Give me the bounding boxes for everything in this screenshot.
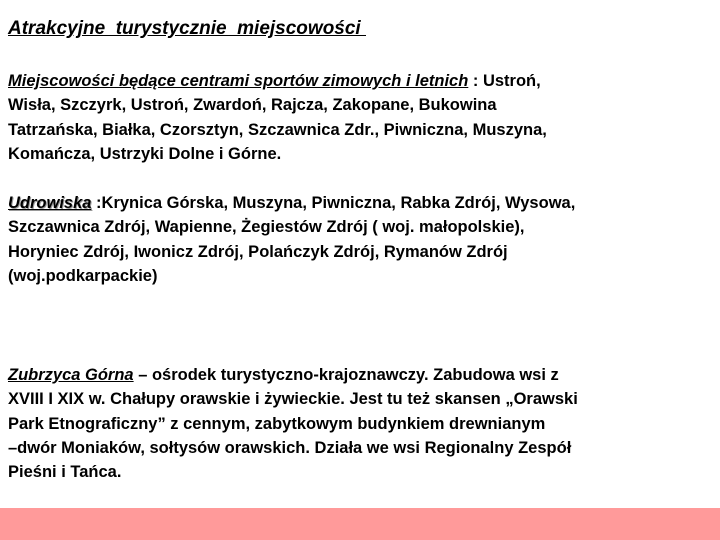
- paragraph-line: Szczawnica Zdrój, Wapienne, Żegiestów Zdrój ( woj. małopolskie),: [8, 218, 525, 237]
- paragraph-line: [8, 69, 714, 93]
- paragraph-line: XVIII I XIX w. Chałupy orawskie i żywieckie. Jest tu też skansen „Orawski: [8, 390, 578, 409]
- paragraph-line: [8, 363, 714, 387]
- paragraph-line: Tatrzańska, Białka, Czorsztyn, Szczawnica Zdr., Piwniczna, Muszyna,: [8, 120, 547, 139]
- paragraph-zubrzyca-gorna: [8, 363, 714, 484]
- paragraph-text: :Krynica Górska, Muszyna, Piwniczna, Rabka Zdrój, Wysowa,: [91, 194, 576, 212]
- paragraph-lead: Miejscowości będące centrami sportów zimowych i letnich: [8, 72, 469, 90]
- paragraph-lead: Udrowiska: [8, 194, 92, 212]
- paragraph-text: : Ustroń,: [468, 72, 541, 90]
- paragraph-line: Pieśni i Tańca.: [8, 463, 122, 482]
- paragraph-line: (woj.podkarpackie): [8, 266, 158, 285]
- paragraph-line: –dwór Moniaków, sołtysów orawskich. Działa we wsi Regionalny Zespół: [8, 438, 572, 457]
- paragraph-line: Park Etnograficzny” z cennym, zabytkowym budynkiem drewnianym: [8, 414, 546, 433]
- paragraph-line: [8, 191, 714, 215]
- paragraph-line: Komańcza, Ustrzyki Dolne i Górne.: [8, 144, 282, 163]
- paragraph-spa-towns: [8, 191, 714, 288]
- slide-title: Atrakcyjne turystycznie miejscowości: [8, 18, 366, 39]
- bottom-band: [0, 508, 720, 540]
- paragraph-winter-summer-resorts: [8, 69, 714, 166]
- paragraph-lead: Zubrzyca Górna: [8, 366, 134, 384]
- paragraph-text: – ośrodek turystyczno-krajoznawczy. Zabudowa wsi z: [133, 366, 559, 384]
- paragraph-line: Wisła, Szczyrk, Ustroń, Zwardoń, Rajcza, Zakopane, Bukowina: [8, 96, 497, 115]
- paragraph-line: Horyniec Zdrój, Iwonicz Zdrój, Polańczyk Zdrój, Rymanów Zdrój: [8, 242, 508, 261]
